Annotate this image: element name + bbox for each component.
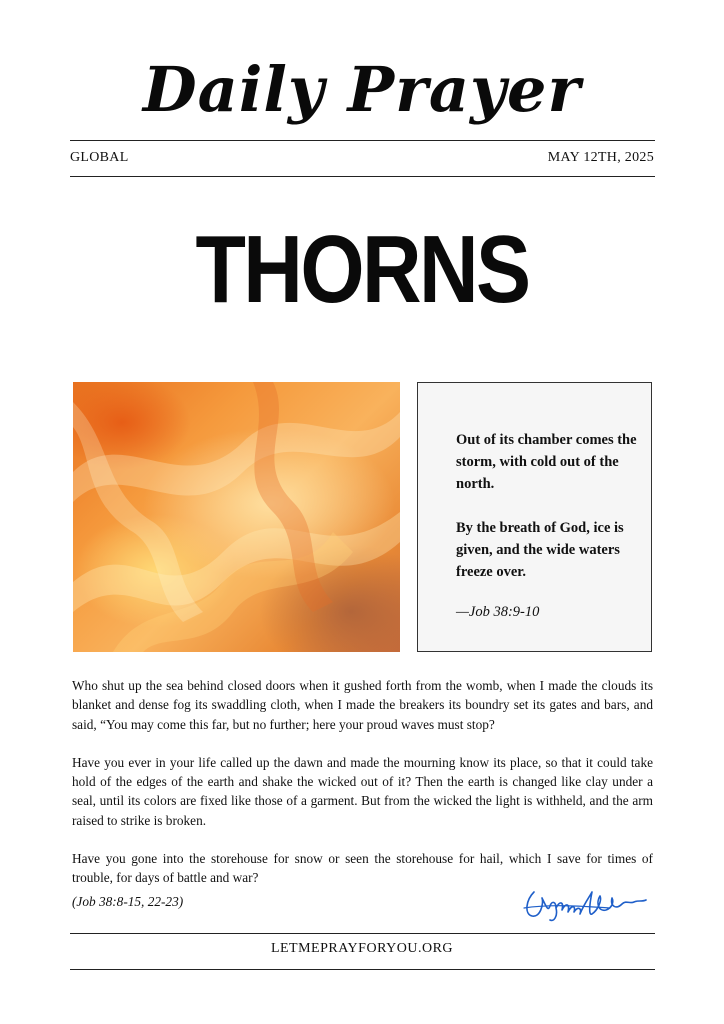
quote-reference: —Job 38:9-10 <box>456 604 540 620</box>
quote-stanza: By the breath of God, ice is given, and the wide waters freeze over. <box>456 520 624 580</box>
footer-website-link[interactable]: LETMEPRAYFORYOU.ORG <box>270 941 454 956</box>
quote-stanza: Out of its chamber comes the storm, with cold out of the north. <box>456 432 637 492</box>
body-paragraph: Have you ever in your life called up the dawn and made the mourning know its place, so that it could take hold of the edges of the earth and shake the wicked out of it? Then the earth is changed like clay under a seal, until its colors are fixed like those of a garment. But from the wicked the light is withheld, and the arm raised to strike is broken. <box>72 754 653 828</box>
meta-divider <box>70 176 655 177</box>
region-label: GLOBAL <box>70 150 129 165</box>
masthead-title: Daily Prayer <box>142 53 582 126</box>
body-paragraph: Have you gone into the storehouse for snow or seen the storehouse for hail, which I save for times of trouble, for days of battle and war? <box>72 851 653 886</box>
scripture-body <box>72 676 653 907</box>
body-paragraph: Who shut up the sea behind closed doors when it gushed forth from the womb, when I made the clouds its blanket and dense fog its swaddling cloth, when I made the breakers its boundry set its gates and bars, and said, “You may come this far, but no further; here your proud waves must stop? <box>72 678 653 732</box>
headline: THORNS <box>195 216 529 323</box>
flame-photo <box>73 382 400 652</box>
scripture-citation: (Job 38:8-15, 22-23) <box>72 894 184 909</box>
signature-icon <box>520 882 650 926</box>
footer-bottom-divider <box>70 969 655 970</box>
top-divider <box>70 140 655 141</box>
scripture-quote-box <box>417 382 652 652</box>
quote-text <box>456 429 646 605</box>
flame-texture <box>73 382 400 652</box>
issue-date: MAY 12TH, 2025 <box>547 150 654 165</box>
footer-top-divider <box>70 933 655 934</box>
